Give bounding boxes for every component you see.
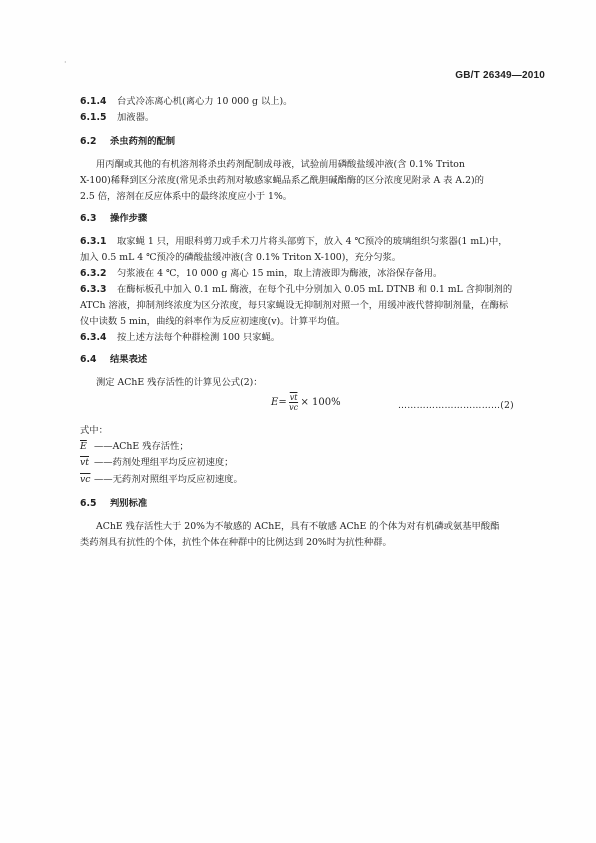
clause-text: 按上述方法每个种群检测 100 只家蝇。 — [117, 332, 281, 343]
section-title: 判别标准 — [110, 498, 148, 509]
clause-text: 在酶标板孔中加入 0.1 mL 酶液，在每个孔中分别加入 0.05 mL DTNB 和 0.1 mL 含抑制剂的 — [117, 284, 513, 295]
clause-number: 6.3.4 — [80, 332, 107, 343]
formula-denominator: vc — [289, 403, 299, 412]
formula-intro: 测定 AChE 残存活性的计算见公式(2)： — [96, 377, 263, 388]
section-title: 杀虫药剂的配制 — [110, 136, 176, 147]
formula-fraction — [289, 393, 299, 412]
standard-number: GB/T 26349—2010 — [455, 70, 545, 81]
clause-text: 取家蝇 1 只，用眼科剪刀或手术刀片将头部剪下，放入 4 ℃预冷的玻璃组织匀浆器(1 mL)中， — [117, 236, 508, 247]
clause-6-1-4 — [80, 96, 292, 108]
clause-number: 6.3.2 — [80, 268, 107, 279]
equation-number: ……………………………(2) — [398, 401, 514, 411]
clause-6-1-5 — [80, 112, 154, 124]
definition-symbol: $\overline{E}$ — [80, 441, 87, 452]
section-number: 6.3 — [80, 213, 97, 224]
definition-symbol: $\overline{vc}$ — [80, 474, 91, 485]
clause-number: 6.1.4 — [80, 96, 107, 107]
formula-lhs: E — [271, 397, 279, 408]
paragraph-line: X-100)稀释到区分浓度(常见杀虫药剂对敏感家蝇品系乙酰胆碱酯酶的区分浓度见附录 A 表 A.2)的 — [80, 175, 484, 186]
section-number: 6.4 — [80, 354, 97, 365]
clause-6-3-1 — [80, 236, 508, 248]
definition-vt — [80, 457, 233, 469]
definition-dash: —— — [94, 457, 113, 468]
clause-6-3-3 — [80, 284, 512, 296]
formula-tail: × 100% — [300, 397, 341, 408]
section-6-3-heading — [80, 213, 147, 225]
section-6-2-heading — [80, 136, 175, 148]
clause-6-3-2 — [80, 268, 442, 280]
section-title: 操作步骤 — [110, 213, 148, 224]
section-6-5-heading — [80, 498, 147, 510]
formula-numerator: $\overline{vt}$ — [289, 393, 298, 402]
definition-symbol: $\overline{vt}$ — [80, 457, 89, 468]
section-number: 6.2 — [80, 136, 97, 147]
paragraph-line: ATCh 溶液，抑制剂终浓度为区分浓度，每只家蝇设无抑制剂对照一个，用缓冲液代替抑制剂量，在酶标 — [80, 300, 509, 311]
definition-dash: —— — [94, 474, 113, 485]
formula-equals: = — [278, 397, 287, 408]
paragraph-line: AChE 残存活性大于 20%为不敏感的 AChE，具有不敏感 AChE 的个体为对有机磷或氨基甲酸酯 — [96, 521, 500, 532]
clause-6-3-4 — [80, 332, 280, 344]
formula-2 — [271, 393, 341, 412]
section-6-4-heading — [80, 354, 147, 366]
definition-text: 无药剂对照组平均反应初速度。 — [112, 474, 243, 485]
definition-text: 药剂处理组平均反应初速度； — [112, 457, 234, 468]
clause-text: 加液器。 — [117, 112, 155, 123]
paragraph-line: 类药剂具有抗性的个体，抗性个体在种群中的比例达到 20%时为抗性种群。 — [80, 537, 392, 548]
section-number: 6.5 — [80, 498, 97, 509]
where-label: 式中： — [80, 425, 108, 436]
definition-text: AChE 残存活性； — [112, 441, 189, 452]
definition-e — [80, 441, 189, 453]
definition-vc — [80, 474, 243, 486]
paragraph-line: 加入 0.5 mL 4 ℃预冷的磷酸盐缓冲液(含 0.1% Triton X-100)，充分匀浆。 — [80, 252, 402, 263]
clause-text: 匀浆液在 4 ℃，10 000 g 离心 15 min，取上清液即为酶液，冰浴保存备用。 — [117, 268, 443, 279]
section-title: 结果表述 — [110, 354, 148, 365]
paragraph-line: 用丙酮或其他的有机溶剂将杀虫药剂配制成母液，试验前用磷酸盐缓冲液(含 0.1% Triton — [96, 159, 465, 170]
paragraph-line: 仪中读数 5 min，曲线的斜率作为反应初速度(v)。计算平均值。 — [80, 316, 346, 327]
clause-number: 6.3.3 — [80, 284, 107, 295]
paragraph-line: 2.5 倍，溶剂在反应体系中的最终浓度应小于 1%。 — [80, 191, 293, 202]
margin-mark: · — [64, 58, 67, 67]
clause-number: 6.1.5 — [80, 112, 107, 123]
clause-number: 6.3.1 — [80, 236, 107, 247]
clause-text: 台式冷冻离心机(离心力 10 000 g 以上)。 — [117, 96, 293, 107]
definition-dash: —— — [94, 441, 113, 452]
